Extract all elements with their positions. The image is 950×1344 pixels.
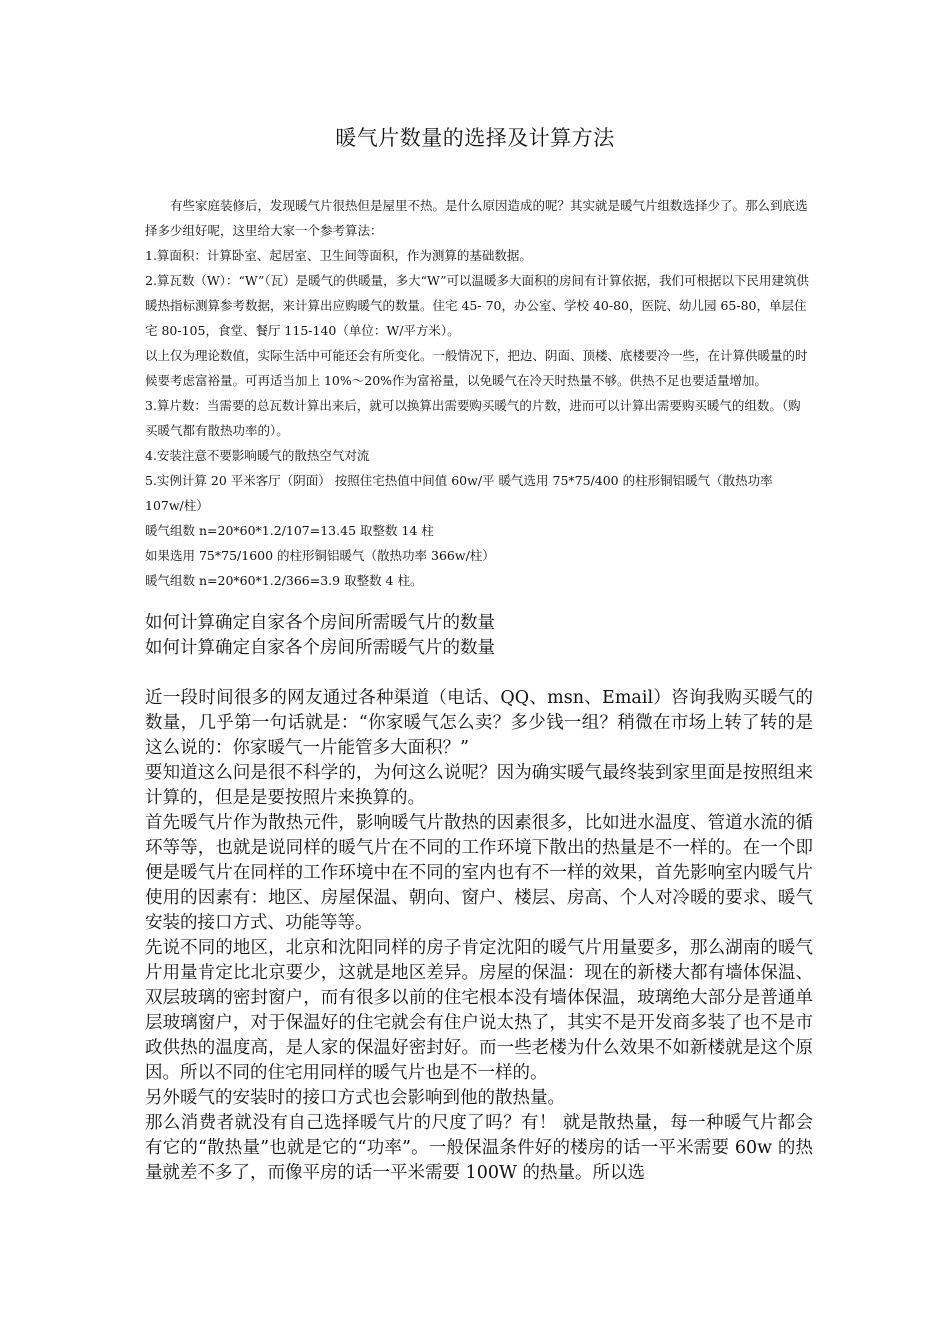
example-result-1: 暖气组数 n=20*60*1.2/107=13.45 取整数 14 柱 <box>145 523 434 538</box>
faq-section <box>145 611 813 661</box>
faq-body <box>145 686 813 1186</box>
step-area-paragraph: 1.算面积：计算卧室、起居室、卫生间等面积，作为测算的基础数据。 <box>145 248 532 263</box>
surplus-note-paragraph: 以上仅为理论数值，实际生活中可能还会有所变化。一般情况下，把边、阴面、顶楼、底楼要冷一些，在计算供暖量的时候要考虑富裕量。可再适当加上 10%～20%作为富裕量，以免暖气在冷天时热量不够。供热不足也要适量增加。 <box>145 348 808 388</box>
example-result-2: 暖气组数 n=20*60*1.2/366=3.9 取整数 4 柱。 <box>145 573 423 588</box>
intro-paragraph: 有些家庭装修后，发现暖气片很热但是屋里不热。是什么原因造成的呢？其实就是暖气片组数选择少了。那么到底选择多少组好呢，这里给大家一个参考算法： <box>145 198 808 238</box>
body-paragraph: 首先暖气片作为散热元件，影响暖气片散热的因素很多，比如进水温度、管道水流的循环等等，也就是说同样的暖气片在不同的工作环境下散出的热量是不一样的。在一个即便是暖气片在同样的工作环境中在不同的室内也有不一样的效果，首先影响室内暖气片使用的因素有：地区、房屋保温、朝向、窗户、楼层、房高、个人对冷暖的要求、暖气安装的接口方式、功能等等。 <box>145 813 813 933</box>
body-paragraph: 要知道这么问是很不科学的，为何这么说呢？因为确实暖气最终装到家里面是按照组来计算的，但是是要按照片来换算的。 <box>145 763 813 808</box>
step-install-paragraph: 4.安装注意不要影响暖气的散热空气对流 <box>145 448 370 463</box>
example-paragraph: 5.实例计算 20 平米客厅（阴面） 按照住宅热值中间值 60w/平 暖气选用 75*75/400 的柱形铜铝暖气（散热功率 107w/柱） <box>145 473 773 513</box>
section-heading: 如何计算确定自家各个房间所需暖气片的数量 <box>145 613 495 633</box>
example-alternative: 如果选用 75*75/1600 的柱形铜铝暖气（散热功率 366w/柱） <box>145 548 495 563</box>
body-paragraph: 另外暖气的安装时的接口方式也会影响到他的散热量。 <box>145 1088 565 1108</box>
section-heading-repeat: 如何计算确定自家各个房间所需暖气片的数量 <box>145 638 495 658</box>
body-paragraph: 近一段时间很多的网友通过各种渠道（电话、QQ、msn、Email）咨询我购买暖气的数量，几乎第一句话就是：“你家暖气怎么卖？多少钱一组？稍微在市场上转了转的是这么说的：你家暖气一片能管多大面积？” <box>145 688 813 758</box>
calculation-method-section <box>145 193 813 593</box>
body-paragraph: 先说不同的地区，北京和沈阳同样的房子肯定沈阳的暖气片用量要多，那么湖南的暖气片用量肯定比北京要少，这就是地区差异。房屋的保温：现在的新楼大都有墙体保温、双层玻璃的密封窗户，而有很多以前的住宅根本没有墙体保温，玻璃绝大部分是普通单层玻璃窗户，对于保温好的住宅就会有住户说太热了，其实不是开发商多装了也不是市政供热的温度高，是人家的保温好密封好。而一些老楼为什么效果不如新楼就是这个原因。所以不同的住宅用同样的暖气片也是不一样的。 <box>145 938 813 1083</box>
step-wattage-paragraph: 2.算瓦数（W）：“W”（瓦）是暖气的供暖量，多大“W”可以温暖多大面积的房间有计算依据，我们可根据以下民用建筑供暖热指标测算参考数据，来计算出应购暖气的数量。住宅 45- 70，办公室、学校 40-80，医院、幼儿园 65-80，单层住宅 80-105，食堂、餐厅 115-140（单位：W/平方米）。 <box>145 273 809 338</box>
step-pieces-paragraph: 3.算片数：当需要的总瓦数计算出来后，就可以换算出需要购买暖气的片数，进而可以计算出需要购买暖气的组数。（购买暖气都有散热功率的）。 <box>145 398 801 438</box>
page-title: 暖气片数量的选择及计算方法 <box>335 126 615 150</box>
body-paragraph: 那么消费者就没有自己选择暖气片的尺度了吗？有！ 就是散热量，每一种暖气片都会有它的“散热量”也就是它的“功率”。一般保温条件好的楼房的话一平米需要 60w 的热量就差不多了，而像平房的话一平米需要 100W 的热量。所以选 <box>145 1113 813 1183</box>
